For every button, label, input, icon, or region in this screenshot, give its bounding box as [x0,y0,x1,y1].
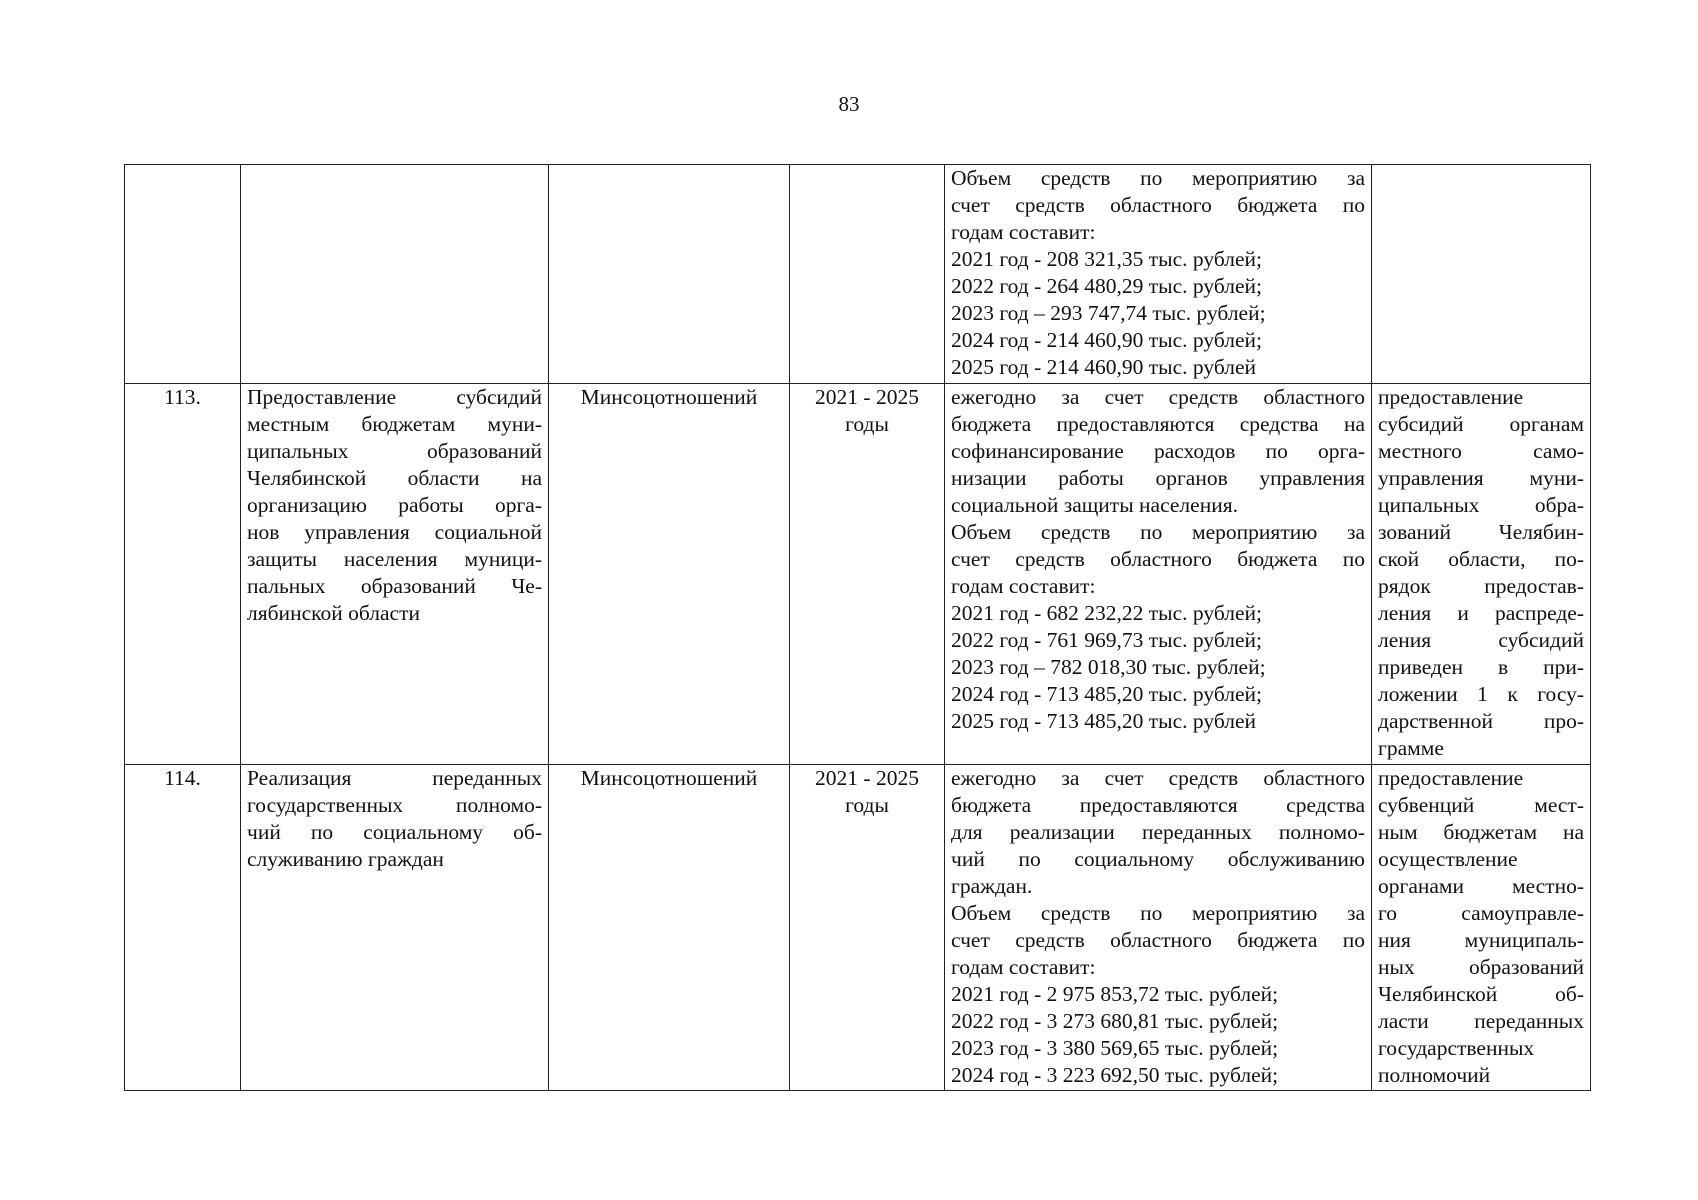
cell-description [945,384,1372,765]
period-line: годы [845,793,889,817]
result-line: грамме [1378,736,1444,760]
period-line: 2021 - 2025 [815,385,919,409]
cell-result [1372,765,1591,1091]
description-line: 2024 год - 3 223 692,50 тыс. рублей; [951,1063,1279,1087]
result-line: осуществление [1378,847,1518,871]
cell-period [790,765,945,1091]
description-line: низации работы органов управления [951,466,1365,490]
description-line: 2024 год - 713 485,20 тыс. рублей; [951,682,1262,706]
cell-name [241,384,549,765]
description-line: счет средств областного бюджета по [951,928,1365,952]
description-line: 2021 год - 208 321,35 тыс. рублей; [951,247,1262,271]
name-line: Челябинской области на [247,466,542,490]
description-line: 2022 год - 761 969,73 тыс. рублей; [951,628,1262,652]
cell-period [790,384,945,765]
cell-description [945,765,1372,1091]
executor-text: Минсоцотношений [580,385,758,409]
description-line: годам составит: [951,955,1096,979]
name-line: служиванию граждан [247,847,444,871]
cell-executor [549,765,790,1091]
description-line: 2023 год – 293 747,74 тыс. рублей; [951,301,1266,325]
result-line: полномочий [1378,1063,1491,1087]
num-text: 113. [164,385,201,409]
name-line: защиты населения муници- [247,547,542,571]
result-line: ципальных обра- [1378,493,1584,517]
executor-text: Минсоцотношений [580,766,758,790]
description-line: годам составит: [951,574,1096,598]
cell-result [1372,165,1591,384]
num-text: 114. [164,766,201,790]
name-line: ципальных образований [247,439,542,463]
period-line: 2021 - 2025 [815,766,919,790]
name-line: пальных образований Че- [247,574,542,598]
cell-description [945,165,1372,384]
result-line: ской области, по- [1378,547,1584,571]
description-line: 2024 год - 214 460,90 тыс. рублей; [951,328,1262,352]
cell-name [241,765,549,1091]
description-line: счет средств областного бюджета по [951,547,1365,571]
result-line: предоставление [1378,766,1524,790]
result-line: Челябинской об- [1378,982,1584,1006]
table-body [125,165,1591,1091]
name-line: государственных полномо- [247,793,542,817]
result-line: местного само- [1378,439,1584,463]
result-line: ласти переданных [1378,1009,1584,1033]
cell-executor [549,165,790,384]
description-line: 2023 год - 3 380 569,65 тыс. рублей; [951,1036,1279,1060]
result-line: зований Челябин- [1378,520,1584,544]
period-line: годы [845,412,889,436]
measures-table [124,164,1591,1091]
result-line: го самоуправле- [1378,901,1584,925]
result-line: ложении 1 к госу- [1378,682,1584,706]
result-line: предоставление [1378,385,1524,409]
result-line: ным бюджетам на [1378,820,1584,844]
result-line: субсидий органам [1378,412,1584,436]
result-line: рядок предостав- [1378,574,1584,598]
description-line: Объем средств по мероприятию за [951,166,1365,190]
cell-result [1372,384,1591,765]
cell-executor [549,384,790,765]
cell-num [125,165,241,384]
name-line: Предоставление субсидий [247,385,542,409]
description-line: 2021 год - 2 975 853,72 тыс. рублей; [951,982,1279,1006]
description-line: ежегодно за счет средств областного [951,385,1365,409]
description-line: 2025 год - 214 460,90 тыс. рублей [951,355,1257,379]
description-line: социальной защиты населения. [951,493,1238,517]
name-line: местным бюджетам муни- [247,412,542,436]
description-line: Объем средств по мероприятию за [951,901,1365,925]
description-line: счет средств областного бюджета по [951,193,1365,217]
description-line: 2025 год - 713 485,20 тыс. рублей [951,709,1257,733]
result-line: приведен в при- [1378,655,1584,679]
description-line: граждан. [951,874,1033,898]
description-line: ежегодно за счет средств областного [951,766,1365,790]
description-line: 2022 год - 3 273 680,81 тыс. рублей; [951,1009,1279,1033]
page-number: 83 [838,92,860,116]
result-line: органами местно- [1378,874,1584,898]
cell-period [790,165,945,384]
result-line: дарственной про- [1378,709,1584,733]
table-row-114 [125,765,1591,1091]
description-line: бюджета предоставляются средства на [951,412,1365,436]
name-line: Реализация переданных [247,766,542,790]
name-line: организацию работы орга- [247,493,542,517]
description-line: чий по социальному обслуживанию [951,847,1365,871]
description-line: Объем средств по мероприятию за [951,520,1365,544]
name-line: нов управления социальной [247,520,542,544]
description-line: 2023 год – 782 018,30 тыс. рублей; [951,655,1266,679]
name-line: лябинской области [247,601,420,625]
result-line: ния муниципаль- [1378,928,1584,952]
description-line: софинансирование расходов по орга- [951,439,1365,463]
result-line: управления муни- [1378,466,1584,490]
result-line: ных образований [1378,955,1584,979]
description-line: для реализации переданных полномо- [951,820,1365,844]
result-line: ления субсидий [1378,628,1584,652]
result-line: ления и распреде- [1378,601,1584,625]
cell-name [241,165,549,384]
description-line: бюджета предоставляются средства [951,793,1365,817]
description-line: годам составит: [951,220,1096,244]
cell-num [125,765,241,1091]
table-row-113 [125,384,1591,765]
result-line: государственных [1378,1036,1535,1060]
name-line: чий по социальному об- [247,820,542,844]
table-row-continuation [125,165,1591,384]
description-line: 2021 год - 682 232,22 тыс. рублей; [951,601,1262,625]
result-line: субвенций мест- [1378,793,1584,817]
cell-num [125,384,241,765]
description-line: 2022 год - 264 480,29 тыс. рублей; [951,274,1262,298]
